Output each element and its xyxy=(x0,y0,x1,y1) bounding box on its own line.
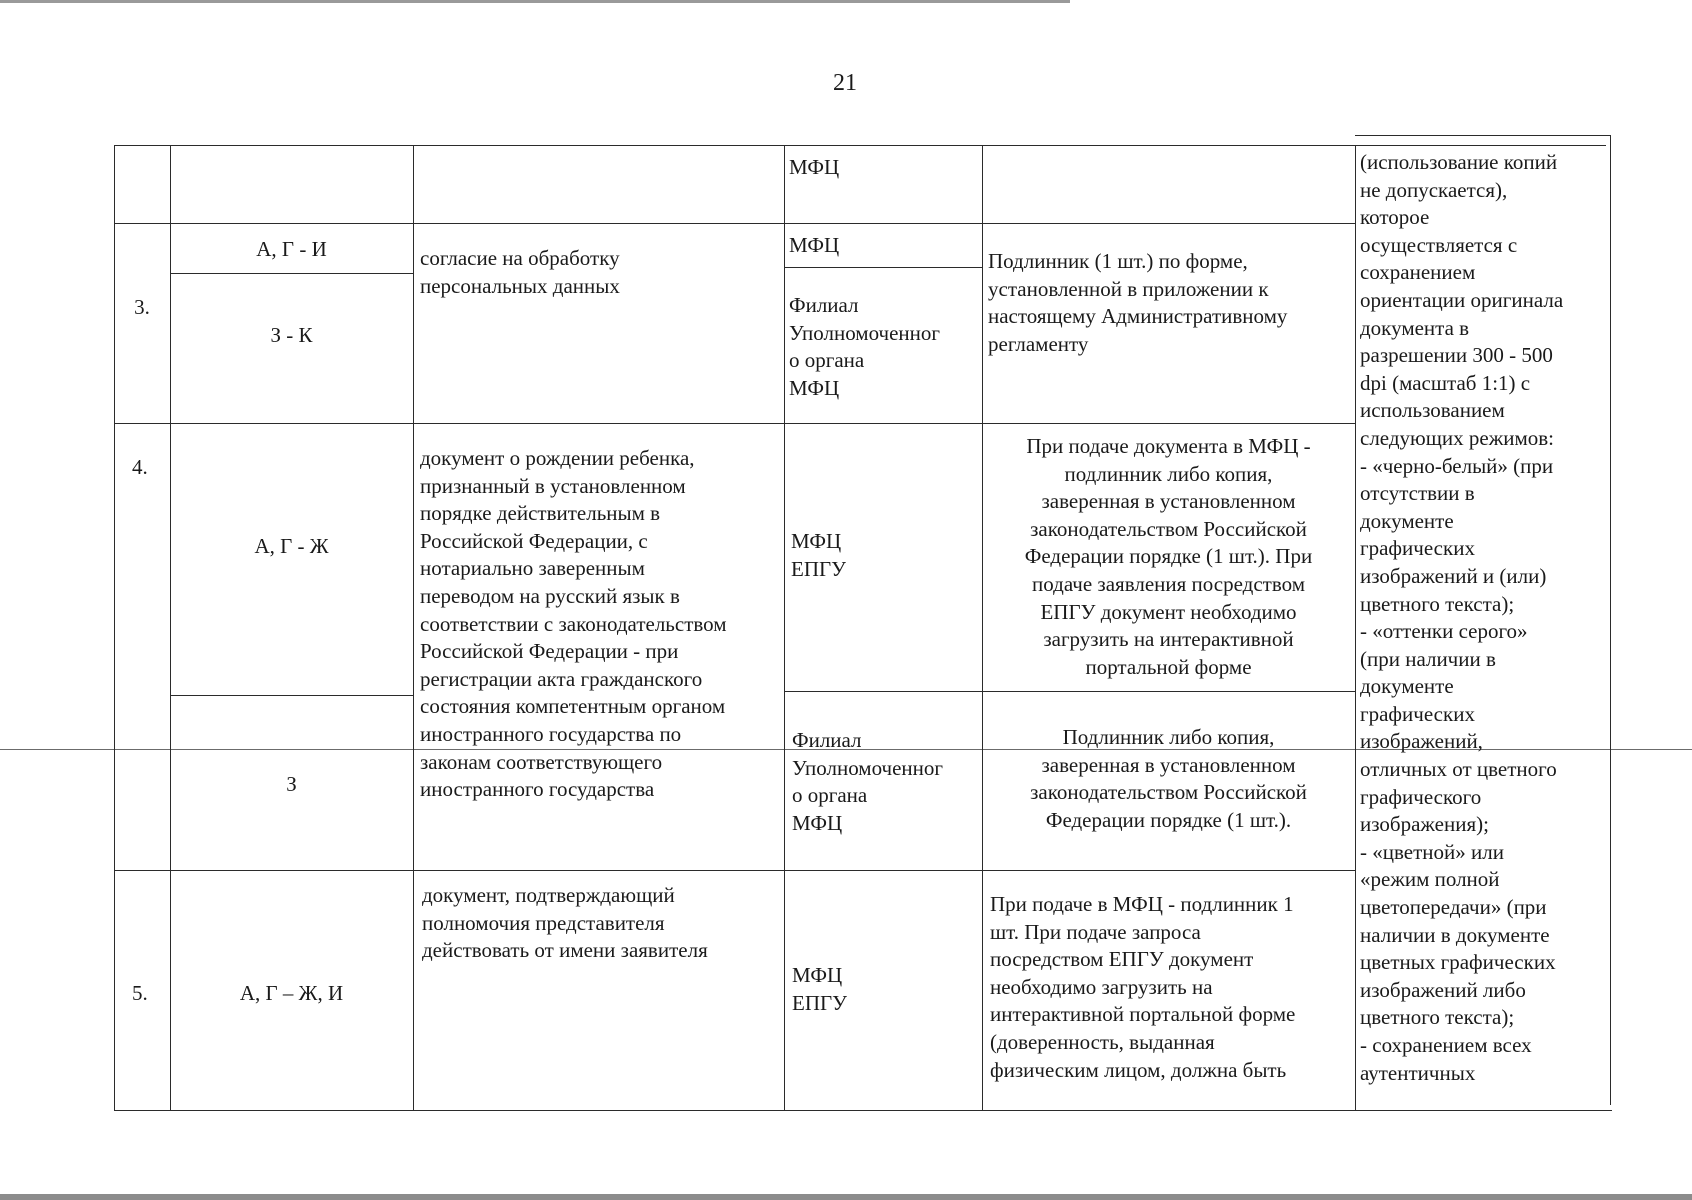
row-4-category-separator xyxy=(170,695,413,696)
scan-edge-bottom xyxy=(0,1194,1692,1200)
row-3-channel-1: МФЦ xyxy=(789,233,840,257)
row-3-channel-2: Филиал Уполномоченног о органа МФЦ xyxy=(789,293,941,400)
row-3-category-2: З - К xyxy=(270,323,313,347)
col-separator-1 xyxy=(170,145,171,1110)
row-3-category-separator xyxy=(170,273,413,274)
row-3-channel-separator xyxy=(784,267,982,268)
table-border-top-right xyxy=(1355,135,1611,136)
row-4-category-1: А, Г - Ж xyxy=(254,534,329,558)
row-3-document: согласие на обработку персональных данных xyxy=(420,246,620,298)
table-border-right xyxy=(1610,135,1611,1105)
row-5-number: 5. xyxy=(132,981,148,1005)
row-5-channel: МФЦ ЕПГУ xyxy=(792,963,848,1015)
table-border-left xyxy=(114,145,115,1111)
page-number: 21 xyxy=(833,70,857,96)
row-3-number: 3. xyxy=(134,295,150,319)
row-separator-cont-3 xyxy=(114,223,1355,224)
row-4-number: 4. xyxy=(132,455,148,479)
row-4-subrow-separator xyxy=(784,691,1355,692)
row-5-category: А, Г – Ж, И xyxy=(239,981,344,1005)
table-border-top xyxy=(114,145,1606,146)
row-separator-3-4 xyxy=(114,423,1355,424)
row-4-channel-2: Филиал Уполномоченног о органа МФЦ xyxy=(792,728,944,835)
row-4-document: документ о рождении ребенка, признанный в установленном порядке действительным в Российской Федерации, с нотариально заверенным переводом на русский язык в соответствии с законодательством Российской Федерации - при регистрации акта гражданского состояния компетентным органом иностранного государства по законам соответствующего иностранного государства xyxy=(420,446,727,802)
row-separator-4-5 xyxy=(114,870,1355,871)
row-4-form-2: Подлинник либо копия, заверенная в установленном законодательством Российской Федерации порядке (1 шт.). xyxy=(1030,725,1307,832)
requirements-text: (использование копий не допускается), которое осуществляется с сохранением ориентации оригинала документа в разрешении 300 - 500 dpi (масштаб 1:1) с использованием следующих режимов: - «черно-белый» (при отсутствии в документе графических изображений и (или) цветного текста); - «оттенки серого» (при наличии в документе графических изображений, отличных от цветного графического изображения); - «цветной» или «режим полной цветопередачи» (при наличии в документе цветных графических изображений либо цветного текста); - сохранением всех аутентичных xyxy=(1360,150,1564,1085)
row-4-category-2: З xyxy=(286,772,297,796)
row-5-form: При подаче в МФЦ - подлинник 1 шт. При подаче запроса посредством ЕПГУ документ необходимо загрузить на интерактивной портальной форме (доверенность, выданная физическим лицом, должна быть xyxy=(990,892,1296,1082)
col-separator-2 xyxy=(413,145,414,1110)
scan-edge-top xyxy=(0,0,1070,3)
col-separator-3 xyxy=(784,145,785,1110)
row-4-form-1: При подаче документа в МФЦ - подлинник либо копия, заверенная в установленном законодательством Российской Федерации порядке (1 шт.). При подаче заявления посредством ЕПГУ документ необходимо загрузить на интерактивной портальной форме xyxy=(1024,434,1313,679)
col-separator-5 xyxy=(1355,145,1356,1110)
row-4-channel-1: МФЦ ЕПГУ xyxy=(791,529,847,581)
row-3-category-1: А, Г - И xyxy=(256,237,327,261)
row-3-form: Подлинник (1 шт.) по форме, установленной в приложении к настоящему Административному регламенту xyxy=(988,249,1288,356)
cont-channel: МФЦ xyxy=(789,155,840,179)
table-border-bottom xyxy=(114,1110,1612,1111)
row-5-document: документ, подтверждающий полномочия представителя действовать от имени заявителя xyxy=(422,883,708,963)
